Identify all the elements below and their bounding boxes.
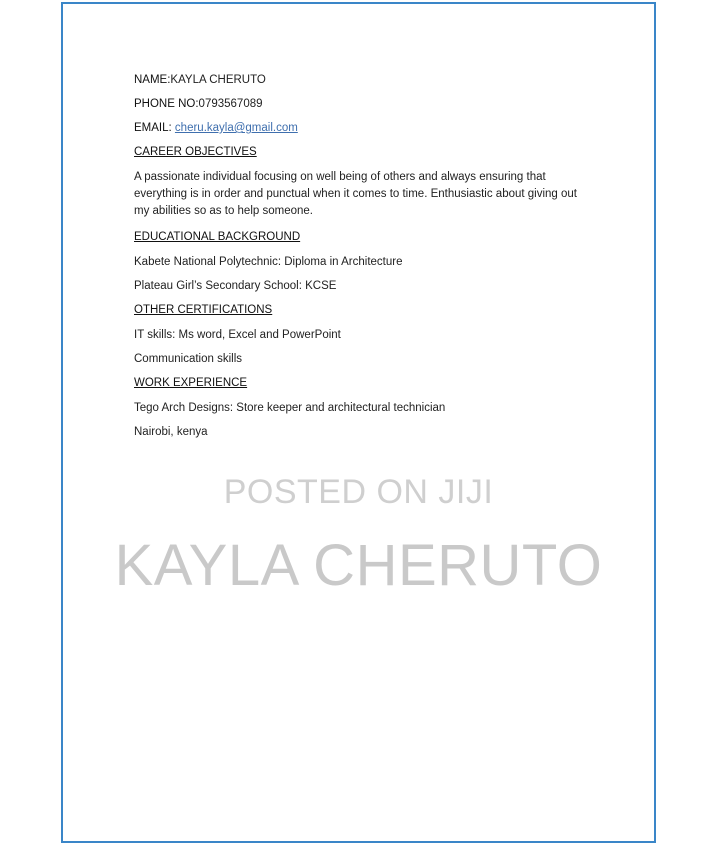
career-objectives-heading: CAREER OBJECTIVES: [134, 146, 257, 158]
phone-line: [134, 96, 594, 113]
work-item: Nairobi, kenya: [134, 426, 208, 438]
phone-label: PHONE NO:: [134, 98, 199, 110]
email-line: [134, 120, 594, 137]
watermark-name: KAYLA CHERUTO: [114, 533, 603, 598]
certification-item: IT skills: Ms word, Excel and PowerPoint: [134, 329, 341, 341]
work-experience-heading: WORK EXPERIENCE: [134, 377, 248, 389]
certification-item: Communication skills: [134, 353, 243, 365]
watermark-posted-on: POSTED ON JIJI: [223, 473, 494, 511]
email-label: EMAIL:: [134, 122, 172, 134]
name-value: KAYLA CHERUTO: [170, 74, 266, 86]
education-item: Plateau Girl’s Secondary School: KCSE: [134, 280, 337, 292]
phone-value: 0793567089: [198, 98, 263, 110]
resume-content: [134, 72, 594, 448]
email-link[interactable]: cheru.kayla@gmail.com: [174, 122, 298, 134]
name-label: NAME:: [134, 74, 171, 86]
career-objectives-text: A passionate individual focusing on well being of others and always ensuring that everything is in order and punctual when it comes to time. Enthusiastic about giving out my abilities so as to help someone.: [134, 171, 577, 217]
name-line: [134, 72, 594, 89]
resume-page: [61, 2, 656, 843]
education-heading: EDUCATIONAL BACKGROUND: [134, 231, 301, 243]
certifications-heading: OTHER CERTIFICATIONS: [134, 304, 273, 316]
work-item: Tego Arch Designs: Store keeper and architectural technician: [134, 402, 446, 414]
education-item: Kabete National Polytechnic: Diploma in Architecture: [134, 256, 403, 268]
